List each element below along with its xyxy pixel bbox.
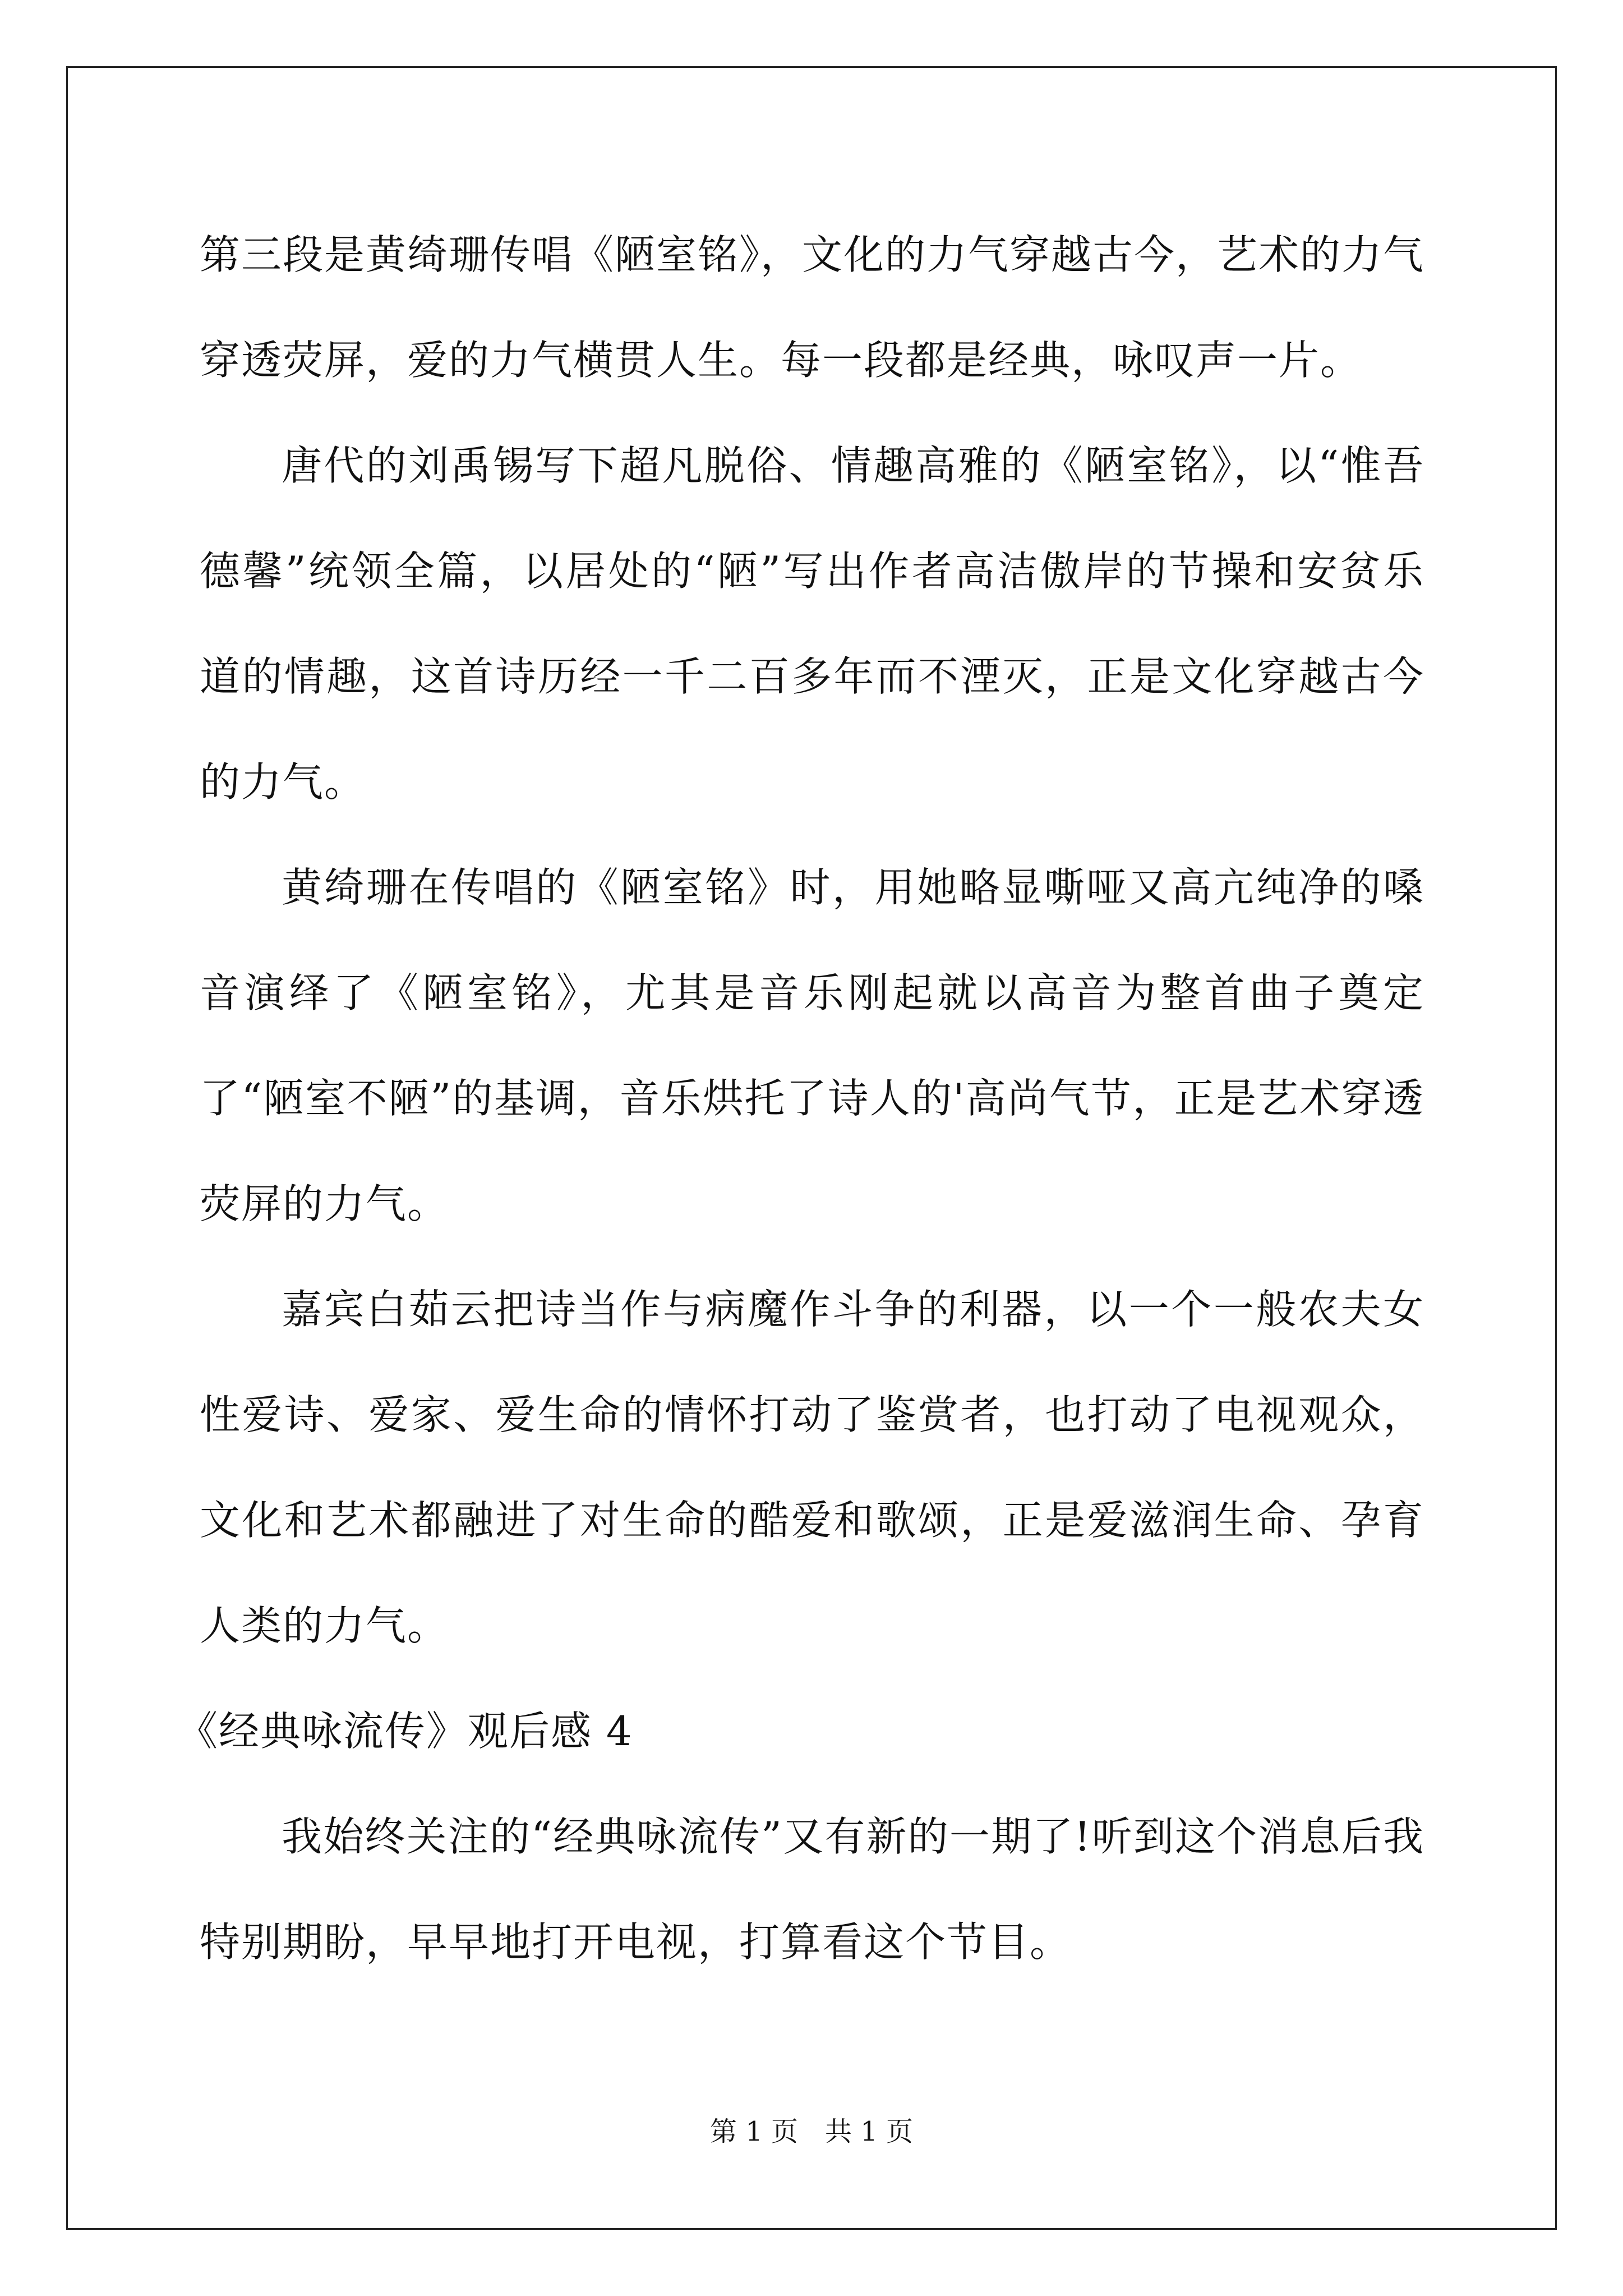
- page-number: 第 1 页: [709, 2116, 798, 2147]
- paragraph-4: 嘉宾白茹云把诗当作与病魔作斗争的利器，以一个一般农夫女性爱诗、爱家、爱生命的情怀打动了鉴赏者，也打动了电视观众，文化和艺术都融进了对生命的酷爱和歌颂，正是爱滋润生命、孕育人类的力气。: [200, 1286, 1424, 1649]
- page-total: 共 1 页: [825, 2116, 914, 2147]
- paragraph-2: 唐代的刘禹锡写下超凡脱俗、情趣高雅的《陋室铭》，以“惟吾德馨”统领全篇，以居处的“陋”写出作者高洁傲岸的节操和安贫乐道的情趣，这首诗历经一千二百多年而不湮灭，正是文化穿越古今的力气。: [200, 442, 1424, 806]
- document-body: [177, 202, 1425, 1995]
- paragraph-5: 我始终关注的“经典咏流传”又有新的一期了!听到这个消息后我特别期盼，早早地打开电视，打算看这个节目。: [200, 1813, 1424, 1966]
- paragraph-3: 黄绮珊在传唱的《陋室铭》时，用她略显嘶哑又高亢纯净的嗓音演绎了《陋室铭》，尤其是音乐刚起就以高音为整首曲子奠定了“陋室不陋”的基调，音乐烘托了诗人的'高尚气节，正是艺术穿透荧屏的力气。: [200, 864, 1424, 1227]
- paragraph-1: 第三段是黄绮珊传唱《陋室铭》，文化的力气穿越古今，艺术的力气穿透荧屏，爱的力气横贯人生。每一段都是经典，咏叹声一片。: [200, 231, 1425, 384]
- page-footer: [0, 2115, 1623, 2148]
- section-heading: 《经典咏流传》观后感 4: [177, 1708, 633, 1755]
